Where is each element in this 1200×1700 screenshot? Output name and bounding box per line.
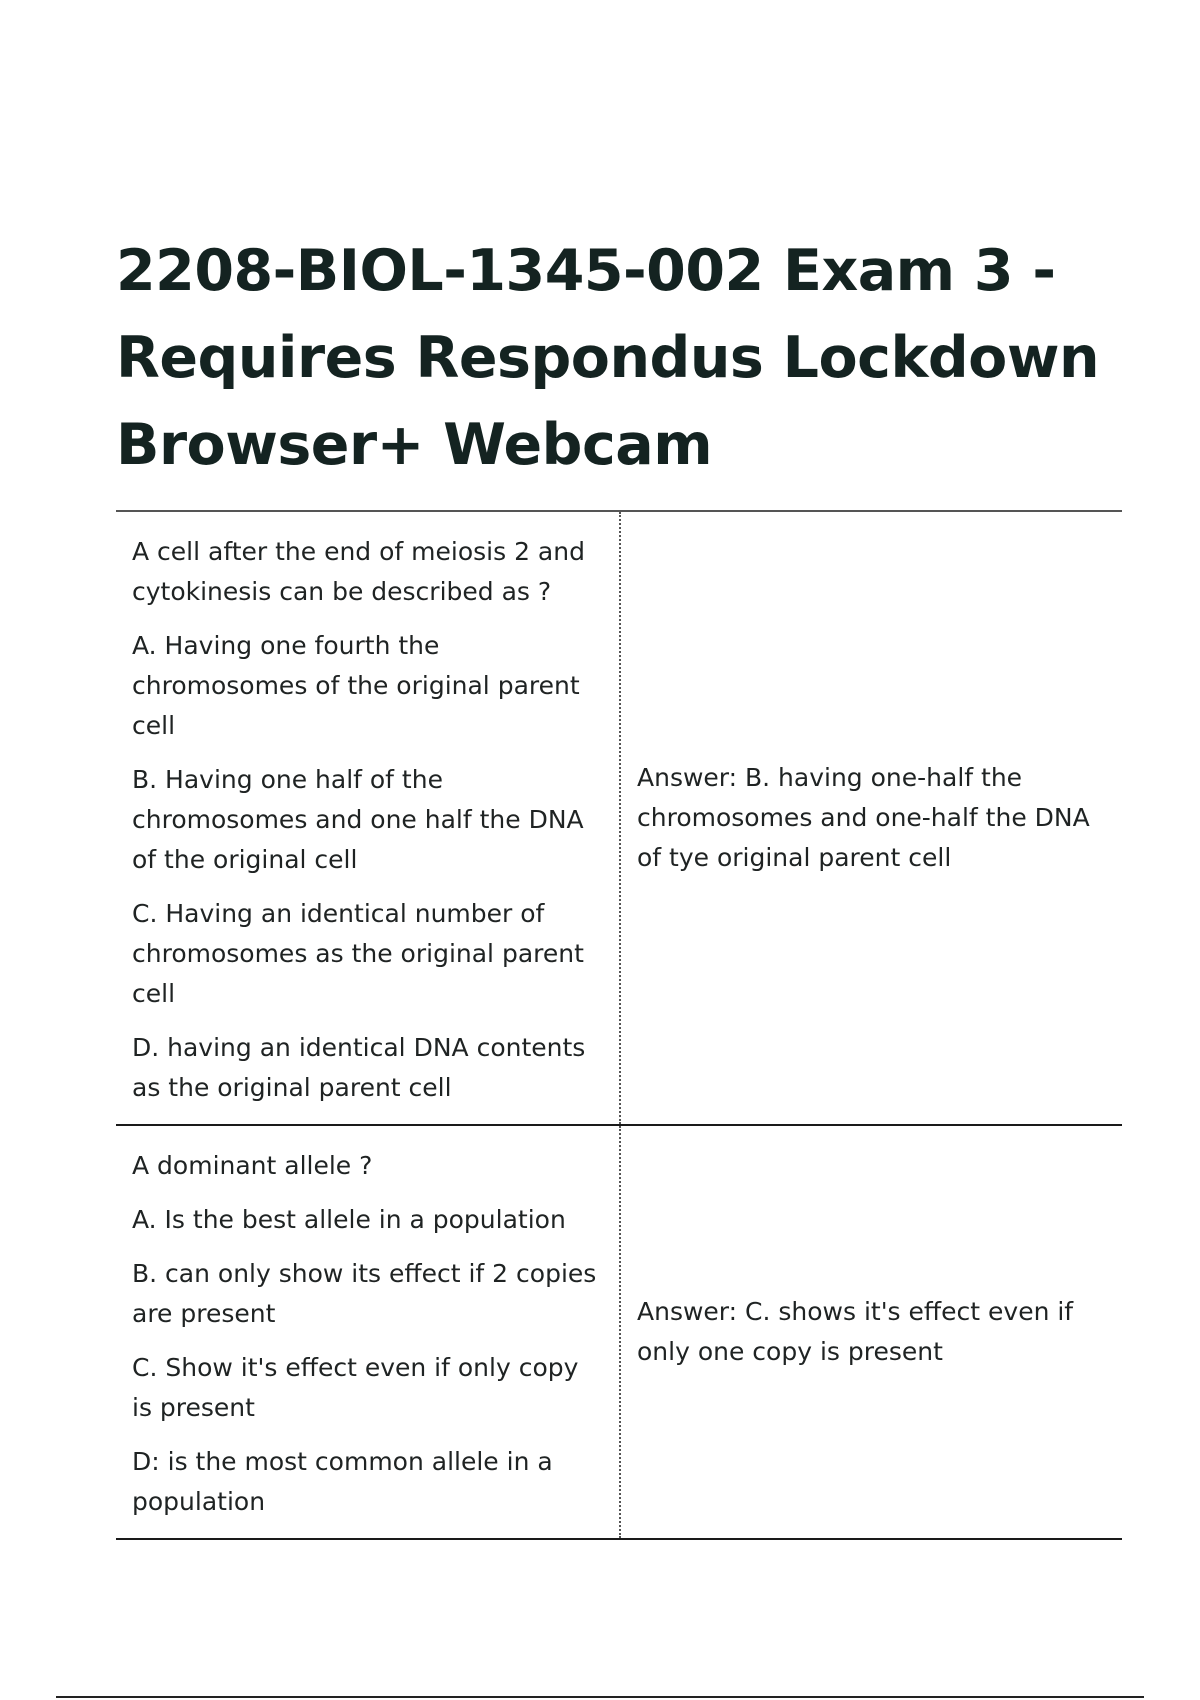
option-b: B. can only show its effect if 2 copies are present [132, 1259, 597, 1328]
answer-cell-2 [620, 1125, 1122, 1539]
question-cell-1 [116, 511, 620, 1125]
option-d: D: is the most common allele in a population [132, 1447, 553, 1516]
question-text: A dominant allele ? [132, 1151, 373, 1180]
qa-table [116, 510, 1122, 1540]
question-cell-2 [116, 1125, 620, 1539]
option-b: B. Having one half of the chromosomes and one half the DNA of the original cell [132, 765, 584, 874]
option-a: A. Is the best allele in a population [132, 1205, 566, 1234]
footer-divider [56, 1696, 1144, 1698]
page-title: 2208-BIOL-1345-002 Exam 3 - Requires Respondus Lockdown Browser+ Webcam [116, 238, 1100, 478]
option-d: D. having an identical DNA contents as the original parent cell [132, 1033, 586, 1102]
question-text: A cell after the end of meiosis 2 and cytokinesis can be described as ? [132, 537, 585, 606]
qa-row-2 [116, 1125, 1122, 1539]
answer-text: Answer: C. shows it's effect even if only one copy is present [637, 1297, 1074, 1366]
qa-row-1 [116, 511, 1122, 1125]
option-c: C. Show it's effect even if only copy is present [132, 1353, 579, 1422]
option-c: C. Having an identical number of chromosomes as the original parent cell [132, 899, 584, 1008]
option-a: A. Having one fourth the chromosomes of the original parent cell [132, 631, 580, 740]
answer-text: Answer: B. having one-half the chromosomes and one-half the DNA of tye original parent cell [637, 763, 1090, 872]
answer-cell-1 [620, 511, 1122, 1125]
